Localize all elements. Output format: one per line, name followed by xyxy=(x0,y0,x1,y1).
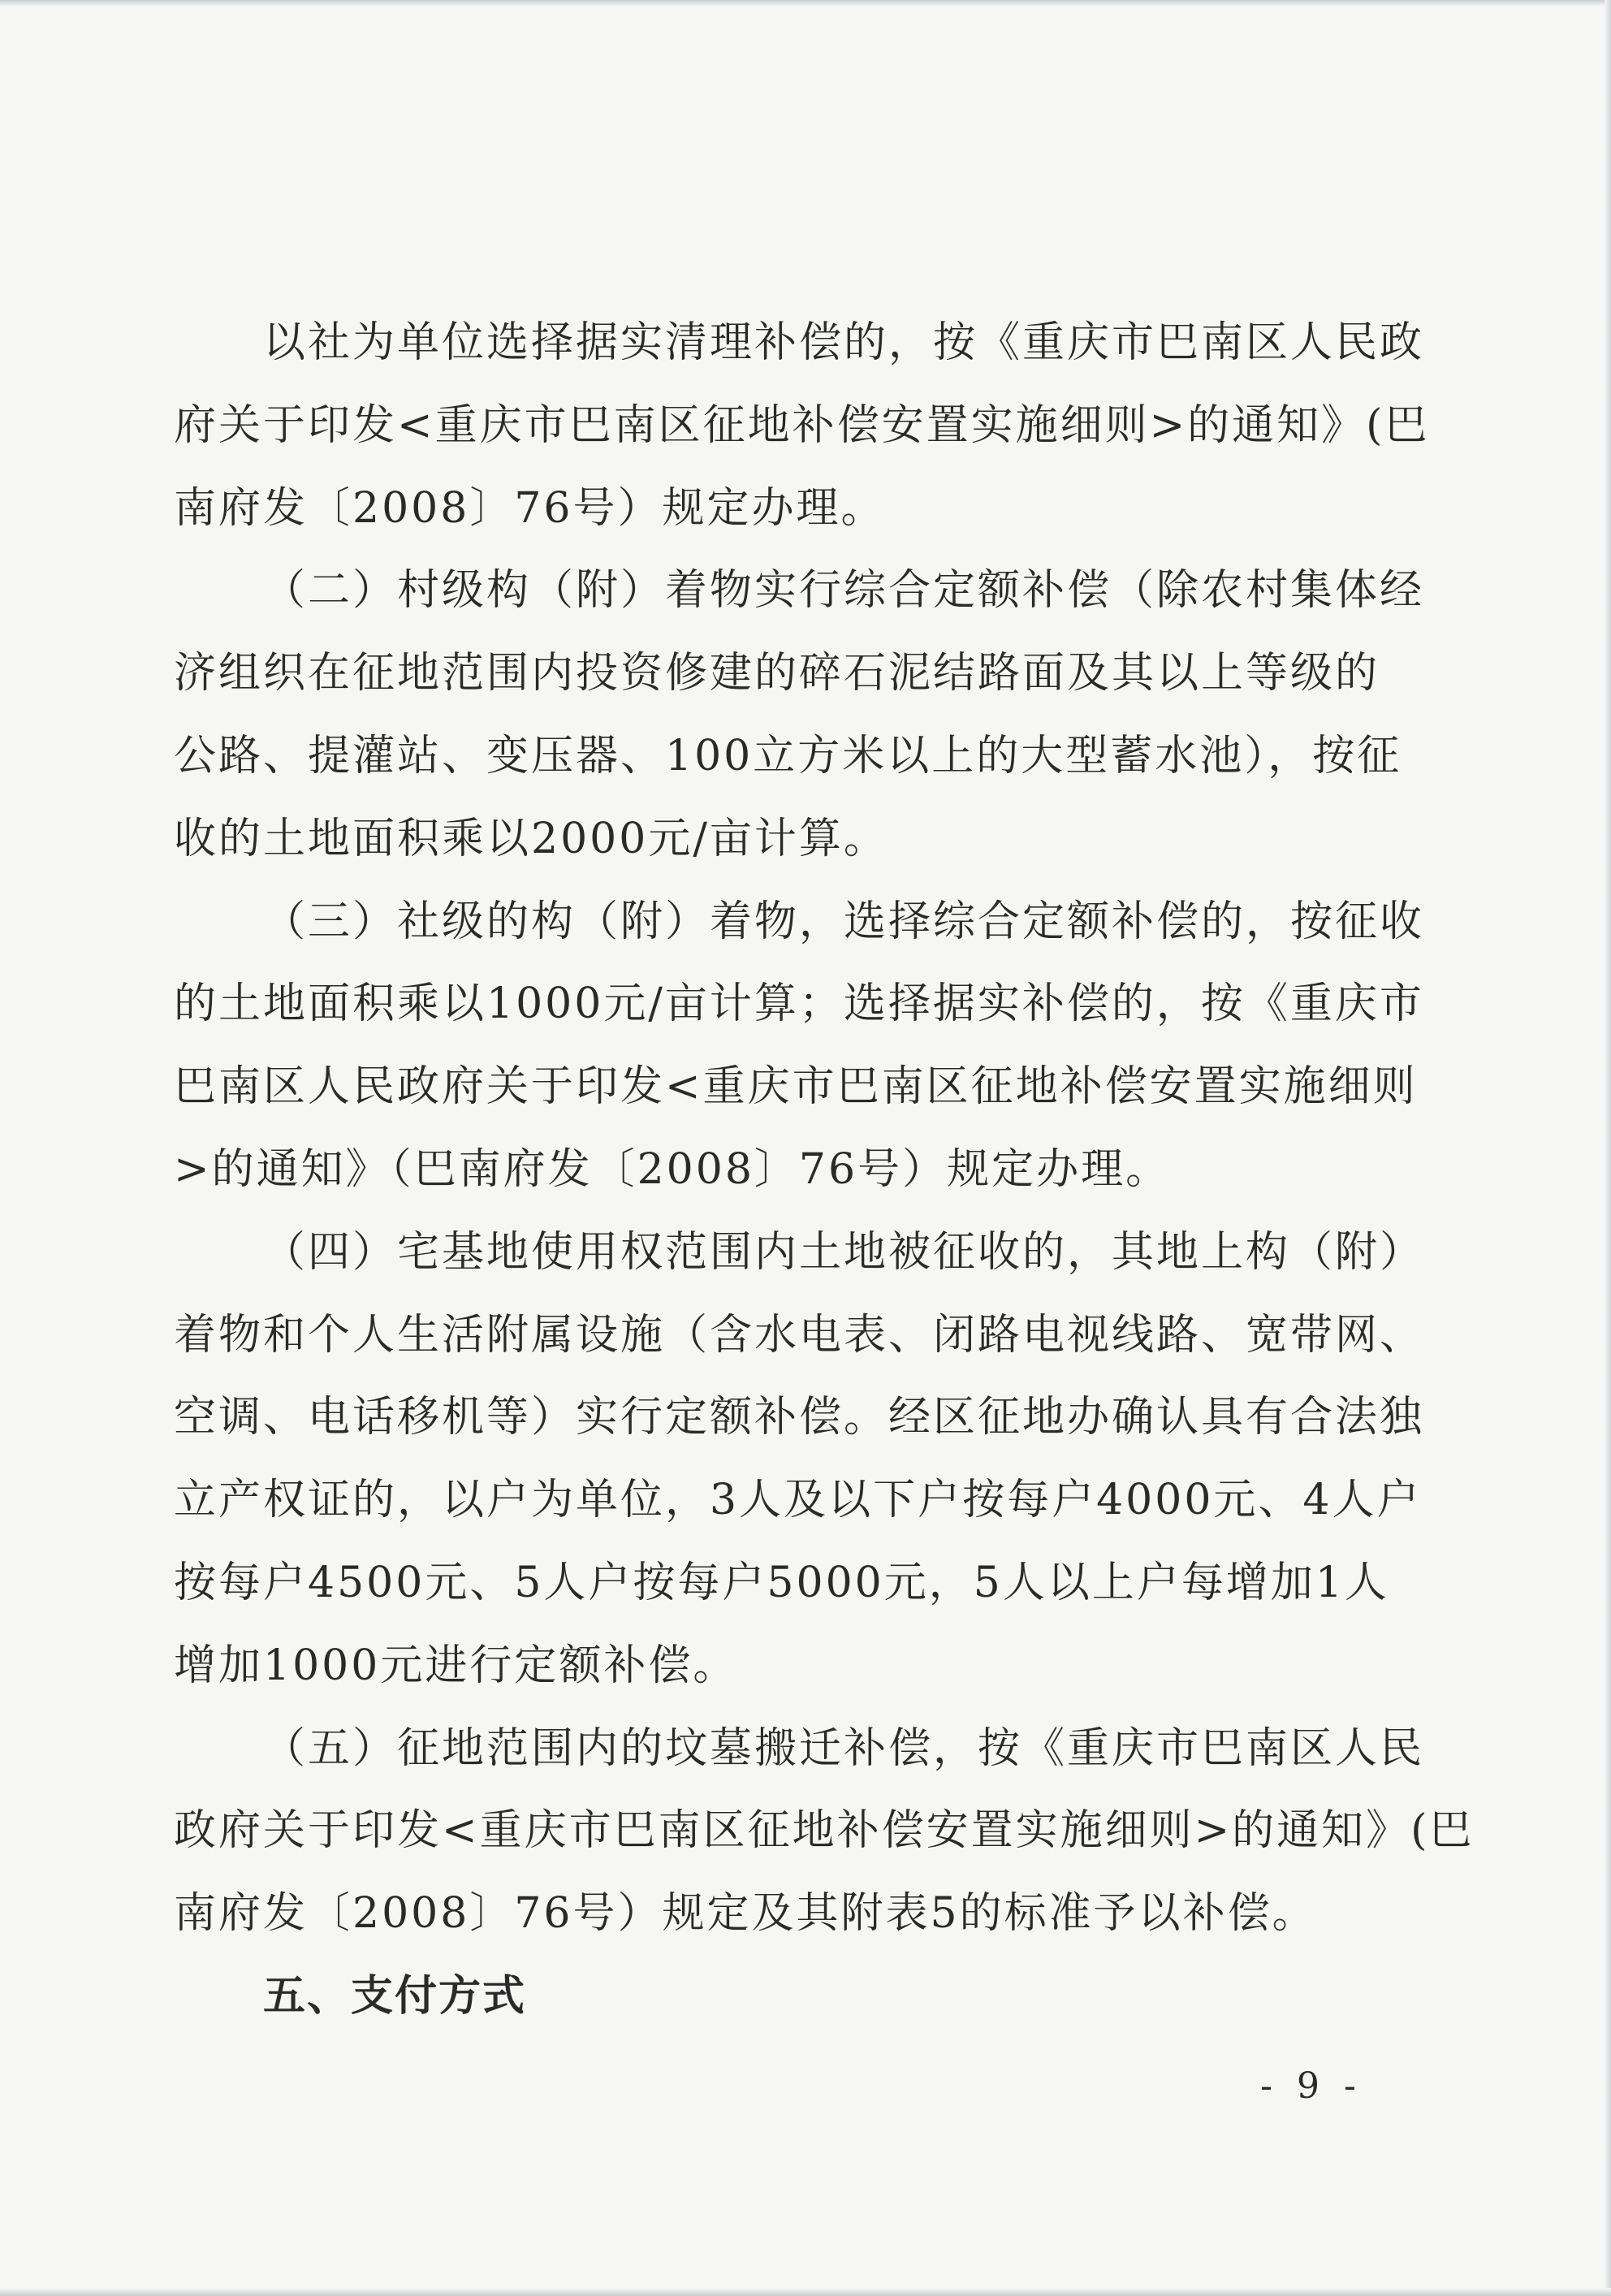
body-text xyxy=(174,302,1475,2039)
text-line: 增加1000元进行定额补偿。 xyxy=(174,1641,738,1690)
section-heading: 五、支付方式 xyxy=(263,1971,527,2021)
text-line: 巴南区人民政府关于印发<重庆市巴南区征地补偿安置实施细则 xyxy=(174,1062,1418,1112)
text-line: 收的土地面积乘以2000元/亩计算。 xyxy=(174,814,888,863)
text-line: （五）征地范围内的坟墓搬迁补偿，按《重庆市巴南区人民 xyxy=(263,1723,1425,1773)
text-line: 以社为单位选择据实清理补偿的，按《重庆市巴南区人民政 xyxy=(263,318,1425,367)
text-line: （二）村级构（附）着物实行综合定额补偿（除农村集体经 xyxy=(263,566,1425,616)
text-line: 着物和个人生活附属设施（含水电表、闭路电视线路、宽带网、 xyxy=(174,1310,1425,1360)
text-line: 空调、电话移机等）实行定额补偿。经区征地办确认具有合法独 xyxy=(174,1393,1425,1442)
text-line: 公路、提灌站、变压器、100立方米以上的大型蓄水池），按征 xyxy=(174,731,1402,780)
text-line: 济组织在征地范围内投资修建的碎石泥结路面及其以上等级的 xyxy=(174,649,1380,698)
text-line: 南府发〔2008〕76号）规定办理。 xyxy=(174,483,886,533)
scan-edge-top xyxy=(0,0,1611,6)
text-line: 政府关于印发<重庆市巴南区征地补偿安置实施细则>的通知》(巴 xyxy=(174,1806,1475,1856)
text-line: >的通知》（巴南府发〔2008〕76号）规定办理。 xyxy=(174,1144,1171,1194)
text-line: 府关于印发<重庆市巴南区征地补偿安置实施细则>的通知》(巴 xyxy=(174,400,1430,450)
text-line: 立产权证的，以户为单位，3人及以下户按每户4000元、4人户 xyxy=(174,1476,1422,1525)
text-line: （四）宅基地使用权范围内土地被征收的，其地上构（附） xyxy=(263,1227,1425,1277)
text-line: （三）社级的构（附）着物，选择综合定额补偿的，按征收 xyxy=(263,897,1425,946)
text-line: 按每户4500元、5人户按每户5000元，5人以上户每增加1人 xyxy=(174,1558,1389,1607)
text-line: 南府发〔2008〕76号）规定及其附表5的标准予以补偿。 xyxy=(174,1889,1317,1939)
scan-edge-right xyxy=(1605,0,1611,2296)
text-line: 的土地面积乘以1000元/亩计算；选择据实补偿的，按《重庆市 xyxy=(174,979,1424,1029)
page-number: - 9 - xyxy=(1260,2065,1363,2107)
scan-edge-bottom xyxy=(0,2288,1611,2296)
